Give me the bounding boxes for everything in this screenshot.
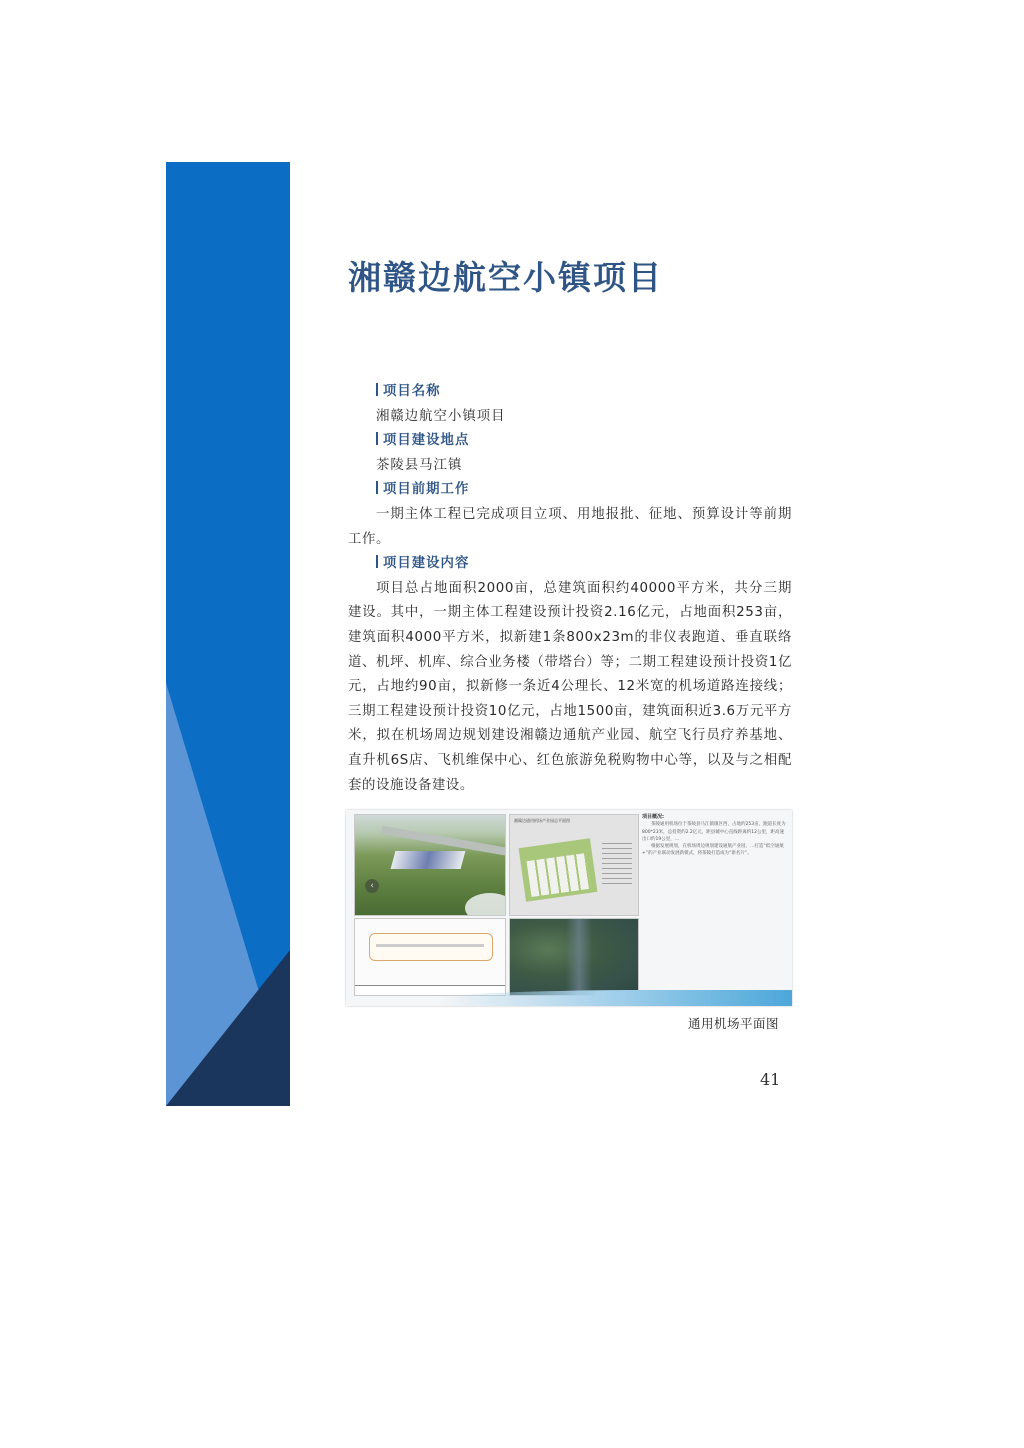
overview-paragraph-1: 茶陵通用机场位于茶陵县马江镇镇区西，占地约253亩，跑道长度为800*23米，总投资约2.2亿元，距县城中心直线距离约12公里，距高速出口约19公里，…: [642, 822, 786, 842]
airport-plan-figure: [346, 810, 792, 1006]
page-number: 41: [760, 1070, 781, 1089]
section-text-construction: 项目总占地面积2000亩，总建筑面积约40000平方米，共分三期建设。其中，一期主体工程建设预计投资2.16亿元，占地面积253亩，建筑面积4000平方米，拟新建1条800x23m的非仪表跑道、垂直联络道、机坪、机库、综合业务楼（带塔台）等；二期工程建设预计投资1亿元，占地约90亩，拟新修一条近4公理长、12米宽的机场道路连接线；三期工程建设预计投资10亿元，占地1500亩，建筑面积近3.6万元平方米，拟在机场周边规划建设湘赣边通航产业园、航空飞行员疗养基地、直升机6S店、飞机维保中心、红色旅游免税购物中心等，以及与之相配套的设施设备建设。: [348, 580, 792, 793]
site-plan-label: 湘赣边通用机场产业园总平面图: [514, 818, 570, 823]
heading-bar: [376, 432, 378, 445]
section-text-preliminary: 一期主体工程已完成项目立项、用地报批、征地、预算设计等前期工作。: [348, 506, 792, 547]
heading-bar: [376, 555, 378, 568]
airport-boundary-shape: [369, 933, 493, 961]
heading-bar: [376, 481, 378, 494]
aerial-rendering-image: [354, 814, 506, 916]
cloud-shape: [465, 893, 506, 916]
satellite-map-image: [509, 918, 639, 996]
decorative-wave: [436, 990, 792, 1006]
site-plan-legend: [602, 843, 632, 887]
section-heading-name: 项目名称: [348, 380, 792, 405]
terminal-building-shape: [391, 851, 466, 869]
project-content: [348, 380, 792, 798]
river-shape: [566, 919, 592, 995]
section-heading-preliminary: 项目前期工作: [348, 478, 792, 503]
section-text-location: 茶陵县马江镇: [376, 457, 463, 473]
figure-caption: 通用机场平面图: [688, 1016, 780, 1031]
heading-bar: [376, 383, 378, 396]
decorative-side-banner: [166, 162, 290, 1106]
site-plan-image: [509, 814, 639, 916]
site-plan-shape: [519, 838, 598, 901]
section-text-name: 湘赣边航空小镇项目: [376, 408, 506, 424]
overview-paragraph-2: 根据发展规划，在机场周边规划建设通航产业园，…打造“低空通航+”的产业联动发展新模式，将茶陵打造成为“新名片”。: [642, 844, 784, 857]
section-heading-construction: 项目建设内容: [348, 552, 792, 577]
overview-heading: 项目概况:: [642, 814, 664, 820]
airport-layout-drawing: [354, 918, 506, 996]
project-overview-text: [642, 814, 786, 996]
section-heading-location: 项目建设地点: [348, 429, 792, 454]
page-title: 湘赣边航空小镇项目: [348, 258, 663, 297]
prev-arrow-icon[interactable]: ‹: [365, 879, 379, 893]
